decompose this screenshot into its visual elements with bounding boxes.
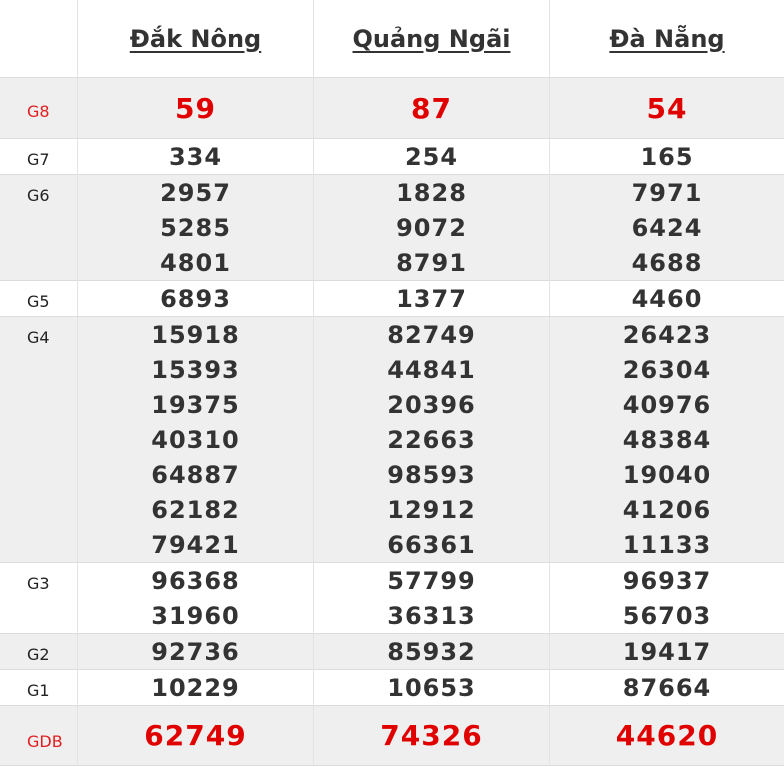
prize-number: 20396 (387, 391, 476, 419)
prize-label: GDB (0, 706, 78, 766)
prize-number: 334 (168, 143, 223, 171)
prize-number: 79421 (151, 531, 240, 559)
prize-number: 1828 (396, 179, 467, 207)
prize-number: 62749 (144, 719, 247, 752)
prize-number: 12912 (387, 496, 476, 524)
prize-cell (550, 175, 784, 281)
column-header-label[interactable]: Quảng Ngãi (352, 24, 511, 53)
prize-number: 92736 (151, 638, 240, 666)
prize-number: 2957 (160, 179, 231, 207)
prize-cell (78, 706, 314, 766)
prize-number: 48384 (622, 426, 712, 454)
prize-number: 254 (404, 143, 459, 171)
prize-number: 15393 (151, 356, 240, 384)
prize-label: G8 (0, 78, 78, 139)
prize-number: 6424 (631, 214, 703, 242)
prize-label: G6 (0, 175, 78, 281)
prize-number: 74326 (380, 719, 483, 752)
prize-cell (78, 78, 314, 139)
prize-cell (550, 706, 784, 766)
prize-cell (314, 670, 550, 706)
prize-number: 4460 (631, 285, 703, 313)
prize-number: 165 (640, 143, 694, 171)
prize-number: 98593 (387, 461, 476, 489)
prize-number: 8791 (396, 249, 467, 277)
prize-number: 54 (646, 91, 688, 125)
prize-number: 62182 (151, 496, 240, 524)
prize-label: G1 (0, 670, 78, 706)
prize-number: 40310 (151, 426, 240, 454)
prize-number: 40976 (622, 391, 712, 419)
prize-cell (314, 317, 550, 563)
prize-number: 56703 (622, 602, 712, 630)
column-header-da-nang[interactable] (550, 0, 784, 78)
prize-label: G2 (0, 634, 78, 670)
column-header-quang-ngai[interactable] (314, 0, 550, 78)
prize-cell (314, 563, 550, 634)
prize-number: 87 (411, 91, 452, 125)
prize-cell (314, 281, 550, 317)
prize-cell (78, 175, 314, 281)
prize-number: 26423 (622, 321, 712, 349)
prize-cell (78, 563, 314, 634)
prize-number: 6893 (160, 285, 231, 313)
prize-number: 15918 (151, 321, 240, 349)
prize-number: 10653 (387, 674, 476, 702)
prize-cell (314, 139, 550, 175)
prize-cell (550, 139, 784, 175)
corner-cell (0, 0, 78, 78)
prize-cell (550, 78, 784, 139)
prize-label: G4 (0, 317, 78, 563)
prize-cell (78, 317, 314, 563)
prize-cell (550, 634, 784, 670)
prize-cell (550, 281, 784, 317)
column-header-label[interactable]: Đắk Nông (129, 24, 262, 53)
prize-number: 11133 (622, 531, 712, 559)
prize-number: 4801 (160, 249, 231, 277)
prize-number: 41206 (622, 496, 712, 524)
prize-number: 4688 (631, 249, 703, 277)
prize-number: 44620 (615, 719, 719, 752)
prize-number: 85932 (387, 638, 476, 666)
column-header-label[interactable]: Đà Nẵng (609, 24, 725, 53)
prize-number: 9072 (396, 214, 467, 242)
prize-number: 82749 (387, 321, 476, 349)
prize-number: 44841 (387, 356, 476, 384)
prize-number: 10229 (151, 674, 240, 702)
column-header-dak-nong[interactable] (78, 0, 314, 78)
prize-number: 59 (175, 91, 216, 125)
prize-label: G7 (0, 139, 78, 175)
prize-number: 19040 (622, 461, 712, 489)
prize-number: 26304 (622, 356, 712, 384)
prize-number: 96937 (622, 567, 712, 595)
prize-cell (78, 281, 314, 317)
prize-label: G3 (0, 563, 78, 634)
prize-cell (314, 175, 550, 281)
prize-cell (78, 670, 314, 706)
prize-cell (550, 563, 784, 634)
prize-cell (78, 634, 314, 670)
prize-cell (78, 139, 314, 175)
prize-number: 5285 (160, 214, 231, 242)
prize-cell (314, 634, 550, 670)
prize-cell (550, 670, 784, 706)
prize-cell (314, 78, 550, 139)
prize-number: 31960 (151, 602, 240, 630)
prize-number: 36313 (387, 602, 476, 630)
prize-number: 19375 (151, 391, 240, 419)
prize-number: 96368 (151, 567, 240, 595)
prize-label: G5 (0, 281, 78, 317)
prize-cell (550, 317, 784, 563)
prize-number: 66361 (387, 531, 476, 559)
prize-number: 7971 (631, 179, 703, 207)
prize-number: 57799 (387, 567, 476, 595)
prize-number: 22663 (387, 426, 476, 454)
prize-number: 87664 (622, 674, 712, 702)
prize-number: 19417 (622, 638, 712, 666)
prize-cell (314, 706, 550, 766)
prize-number: 1377 (396, 285, 467, 313)
prize-number: 64887 (151, 461, 240, 489)
